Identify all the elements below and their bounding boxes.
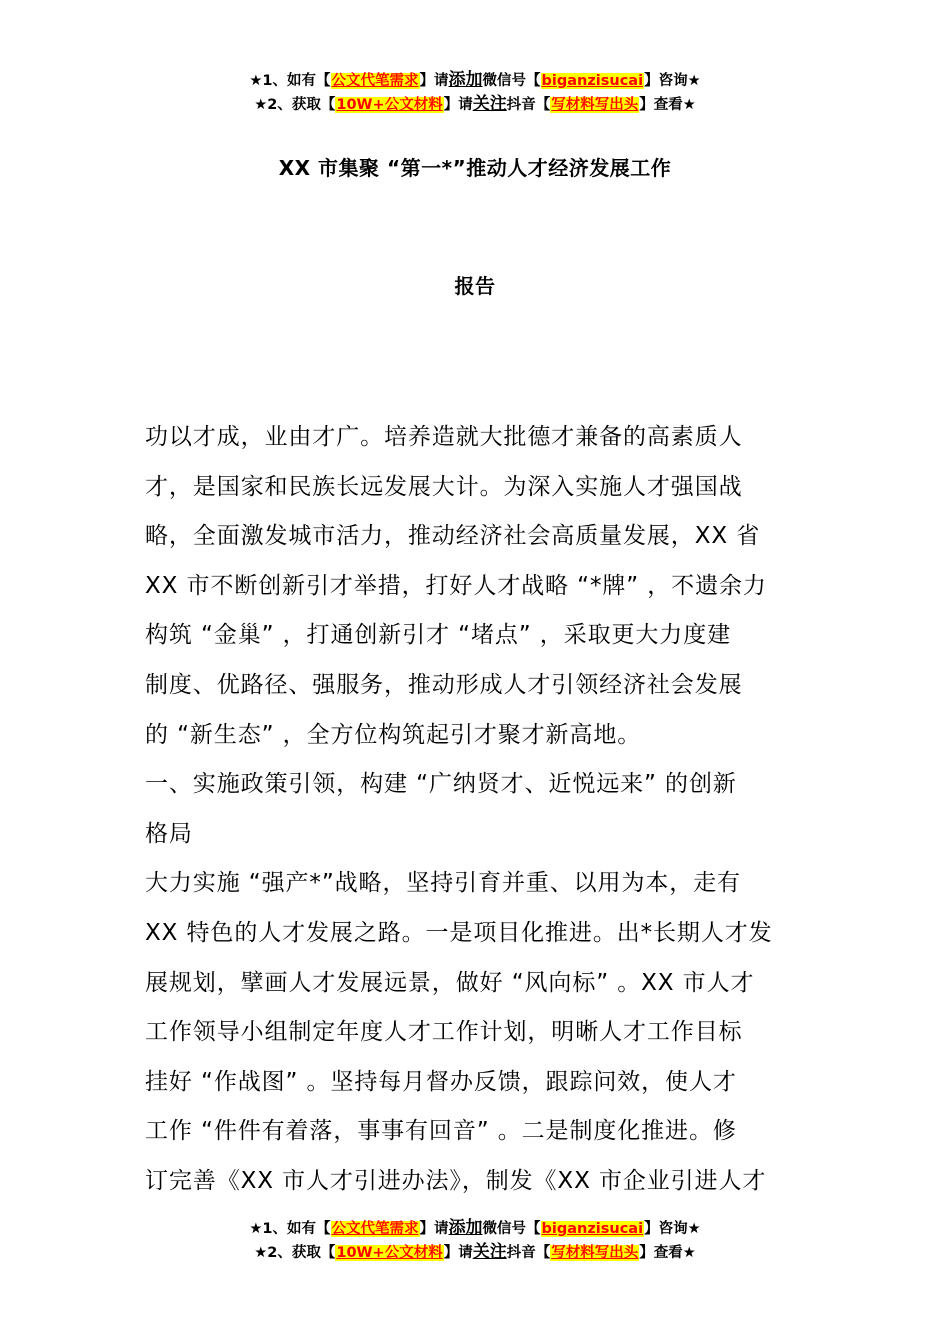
promo-highlight: 公文代笔需求 [331,73,419,89]
document-title-line-2: 报告 [454,274,496,298]
promo-emphasis: 关注 [472,94,507,114]
promo-text: 抖音【 [506,1245,551,1261]
promo-text: 】查看★ [639,97,696,113]
body-line: 的 “新生态” ，全方位构筑起引才聚才新高地。 [145,721,642,748]
promo-line-2 [0,1240,950,1264]
promo-douyin-id: 写材料写出头 [551,1245,639,1261]
body-line: 工作 “件件有着落，事事有回音” 。二是制度化推进。修 [145,1118,737,1145]
promo-text: ★2、获取【 [254,1245,336,1261]
promo-highlight: 10W+公文材料 [336,1245,443,1261]
promo-text: 微信号【 [482,73,541,89]
body-line: 构筑 “金巢” ，打通创新引才 “堵点” ，采取更大力度建 [145,622,732,649]
body-line: XX 市不断创新引才举措，打好人才战略 “*牌” ，不遗余力 [145,572,767,599]
promo-text: 】请 [419,73,449,89]
promo-wechat-id: biganzisucai [541,73,644,89]
promo-banner-bottom [0,1216,950,1264]
promo-emphasis: 关注 [472,1242,507,1262]
promo-line-1 [0,1216,950,1240]
section-heading-line: 一、实施政策引领，构建 “广纳贤才、近悦远来” 的创新 [145,771,737,798]
document-title-line-1: XX 市集聚 “第一*”推动人才经济发展工作 [278,156,672,180]
promo-banner-top [0,68,950,116]
promo-highlight: 10W+公文材料 [336,97,443,113]
promo-wechat-id: biganzisucai [541,1221,644,1237]
promo-text: 微信号【 [482,1221,541,1237]
body-line: 功以才成，业由才广。培养造就大批德才兼备的高素质人 [145,424,743,450]
promo-highlight: 公文代笔需求 [331,1221,419,1237]
promo-text: 抖音【 [506,97,551,113]
promo-text: ★1、如有【 [249,1221,331,1237]
body-line: 订完善《XX 市人才引进办法》，制发《XX 市企业引进人才 [145,1167,767,1194]
promo-emphasis: 添加 [448,1218,483,1238]
body-line: 大力实施 “强产*”战略，坚持引育并重、以用为本，走有 [145,870,741,897]
promo-text: ★2、获取【 [254,97,336,113]
promo-text: 】请 [419,1221,449,1237]
promo-text: ★1、如有【 [249,73,331,89]
promo-text: 】咨询★ [644,1221,701,1237]
document-body [145,413,810,1207]
section-heading-line: 格局 [145,820,193,847]
body-line: 工作领导小组制定年度人才工作计划，明晰人才工作目标 [145,1019,743,1046]
promo-text: 】请 [443,1245,473,1261]
promo-line-2 [0,92,950,116]
body-line: 略，全面激发城市活力，推动经济社会高质量发展，XX 省 [145,523,761,550]
promo-line-1 [0,68,950,92]
promo-text: 】请 [443,97,473,113]
body-line: 制度、优路径、强服务，推动形成人才引领经济社会发展 [145,671,743,698]
promo-text: 】查看★ [639,1245,696,1261]
promo-douyin-id: 写材料写出头 [551,97,639,113]
promo-text: 】咨询★ [644,73,701,89]
body-line: 才，是国家和民族长远发展大计。为深入实施人才强国战 [145,473,743,500]
body-line: 展规划，擘画人才发展远景，做好 “风向标” 。XX 市人才 [145,969,755,996]
body-line: XX 特色的人才发展之路。一是项目化推进。出*长期人才发 [145,919,773,946]
promo-emphasis: 添加 [448,70,483,90]
body-line: 挂好 “作战图” 。坚持每月督办反馈，跟踪问效，使人才 [145,1068,737,1095]
